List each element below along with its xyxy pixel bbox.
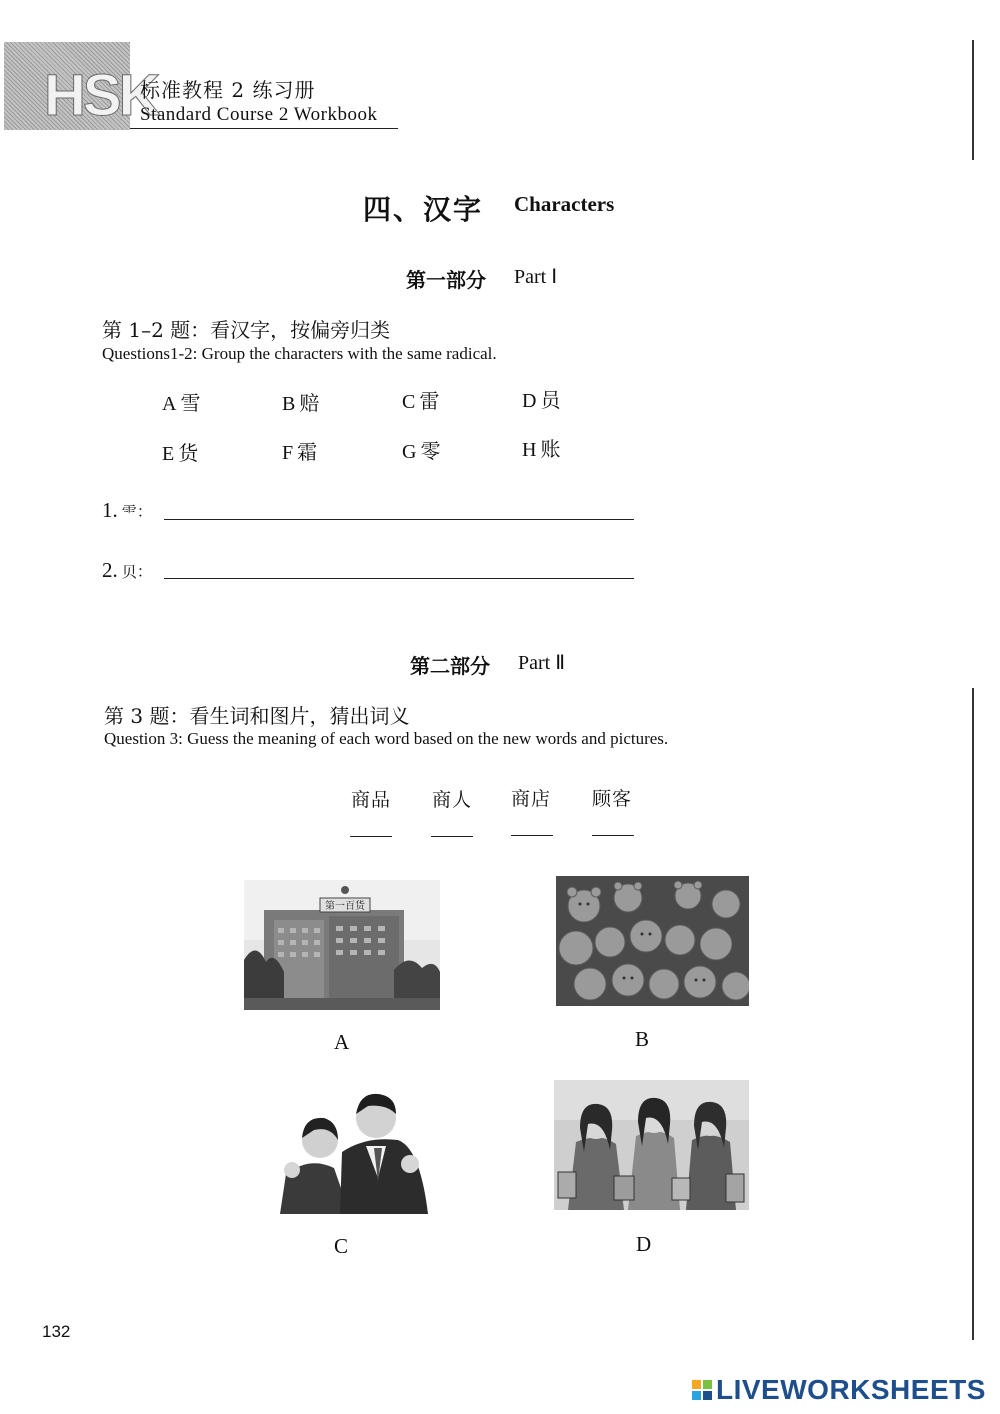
vocab-word: 商人 [432, 789, 473, 811]
vocab-word: 商品 [351, 789, 392, 811]
part1-title-en: Part Ⅰ [514, 266, 558, 288]
picture-label-a: A [334, 1030, 350, 1054]
option-char: 雷 [419, 389, 440, 413]
option-h [522, 433, 560, 462]
option-char: 零 [420, 439, 441, 463]
page-number: 132 [42, 1322, 71, 1341]
fill-number: 2. [102, 558, 118, 582]
vocab-word: 顾客 [592, 788, 633, 810]
question-3-en: Question 3: Guess the meaning of each word based on the new words and pictures. [104, 729, 669, 748]
option-letter: B [282, 393, 296, 415]
option-b [282, 387, 319, 416]
header-title-cn: 标准教程 2 练习册 [140, 78, 316, 102]
question-1-2-en: Questions1-2: Group the characters with the same radical. [102, 344, 497, 363]
word-blank-3[interactable] [511, 835, 553, 836]
option-char: 雪 [180, 391, 201, 415]
option-letter: G [402, 441, 417, 463]
option-e [162, 437, 198, 466]
liveworksheets-brand: LIVEWORKSHEETS [716, 1374, 986, 1405]
option-letter: H [522, 439, 537, 461]
teddy-bears-photo [556, 876, 749, 1006]
part1-title-cn: 第一部分 [406, 268, 486, 292]
option-letter: A [162, 393, 177, 415]
fill-colon: ： [136, 564, 153, 581]
businesspeople-photo [270, 1082, 446, 1214]
question-1-2-cn: 第 1–2 题：看汉字，按偏旁归类 [102, 318, 391, 342]
shoppers-photo [554, 1080, 749, 1210]
answer-line-1[interactable] [164, 519, 634, 520]
option-letter: D [522, 390, 537, 412]
margin-line-top [972, 40, 974, 160]
word-blank-1[interactable] [350, 836, 392, 837]
header-title-en: Standard Course 2 Workbook [140, 104, 378, 125]
word-blank-2[interactable] [431, 836, 473, 837]
fill-item-1 [102, 498, 153, 523]
option-char: 员 [540, 388, 561, 412]
question-3-cn: 第 3 题：看生词和图片，猜出词义 [104, 704, 410, 728]
hsk-logo: HSK [44, 63, 158, 128]
fill-radical: 贝 [121, 565, 137, 581]
picture-label-b: B [635, 1027, 650, 1051]
option-letter: C [402, 391, 416, 413]
picture-label-c: C [334, 1234, 349, 1258]
option-g [402, 435, 440, 464]
liveworksheets-grid-icon [692, 1380, 712, 1400]
option-char: 货 [178, 441, 199, 465]
option-letter: F [282, 442, 294, 464]
fill-radical: ⻗ [121, 505, 137, 521]
part2-title-cn: 第二部分 [410, 654, 490, 678]
part2-title-en: Part Ⅱ [518, 652, 566, 674]
margin-line-bottom [972, 688, 974, 1340]
fill-number: 1. [102, 498, 118, 522]
option-letter: E [162, 443, 175, 465]
option-d [522, 384, 560, 413]
header-divider [130, 128, 398, 129]
department-store-photo [244, 880, 440, 1010]
option-char: 赔 [299, 391, 320, 415]
option-c [402, 385, 439, 414]
picture-label-d: D [636, 1232, 652, 1256]
fill-colon: ： [136, 504, 153, 521]
section-title-cn: 四、汉字 [363, 193, 484, 226]
store-sign: 第一百货 [325, 901, 365, 912]
liveworksheets-logo[interactable] [692, 1375, 986, 1405]
fill-item-2 [102, 558, 153, 583]
option-char: 霜 [297, 440, 318, 464]
option-f [282, 436, 317, 465]
answer-line-2[interactable] [164, 578, 634, 579]
section-title-en: Characters [514, 192, 615, 216]
option-char: 账 [540, 437, 561, 461]
vocab-word: 商店 [511, 788, 552, 810]
word-blank-4[interactable] [592, 835, 634, 836]
option-a [162, 387, 200, 416]
